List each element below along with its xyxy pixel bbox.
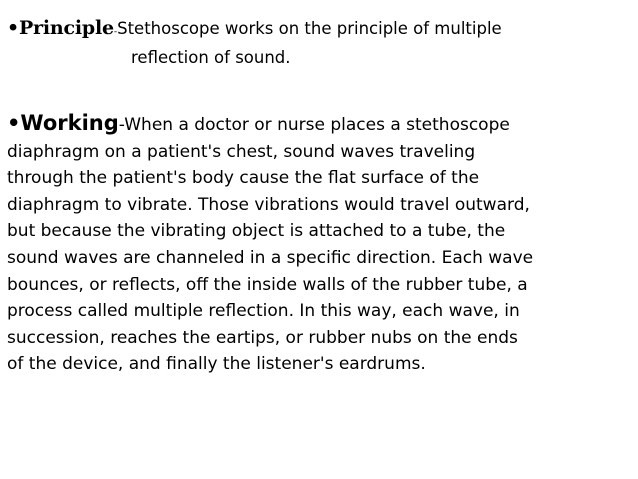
principle-text-line: Stethoscope works on the principle of multiple: [117, 19, 502, 38]
working-text-line: When a doctor or nurse places a stethoscope: [124, 115, 510, 135]
working-section: [7, 110, 635, 378]
working-text-line: diaphragm on a patient's chest, sound waves traveling: [7, 141, 476, 162]
principle-heading: •Principle: [7, 17, 114, 39]
working-text-line: bounces, or reflects, off the inside walls of the rubber tube, a: [7, 274, 528, 295]
principle-dash: -: [113, 27, 118, 37]
working-text-line: through the patient's body cause the flat surface of the: [7, 168, 480, 189]
working-text-line: sound waves are channeled in a specific direction. Each wave: [7, 247, 534, 268]
principle-text-line: reflection of sound.: [131, 48, 291, 67]
working-text-line: of the device, and finally the listener's eardrums.: [7, 354, 426, 375]
working-dash: -: [118, 115, 125, 135]
principle-section: [7, 15, 632, 71]
working-heading: •Working: [7, 111, 119, 135]
principle-first-line: [7, 15, 632, 45]
working-text-line: diaphragm to vibrate. Those vibrations would travel outward,: [7, 194, 530, 215]
working-text-line: but because the vibrating object is attached to a tube, the: [7, 221, 506, 242]
working-text-line: process called multiple reflection. In this way, each wave, in: [7, 301, 520, 322]
working-text-line: succession, reaches the eartips, or rubber nubs on the ends: [7, 327, 518, 348]
working-first-line: [7, 110, 635, 139]
